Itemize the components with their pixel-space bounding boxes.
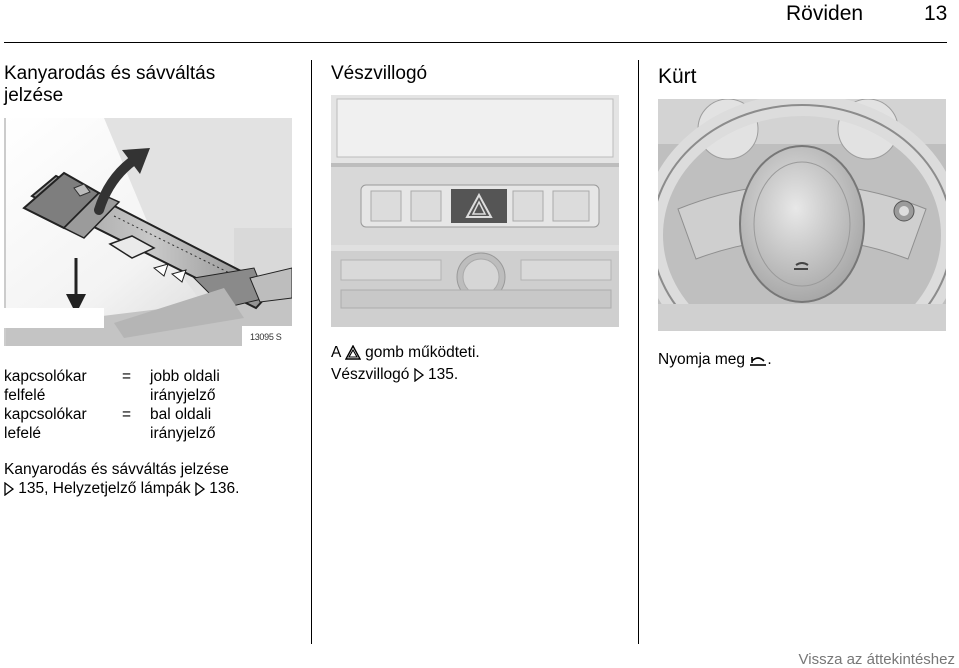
action-text: kapcsolókar bbox=[4, 406, 87, 423]
hazard-switch-illustration bbox=[331, 95, 619, 327]
turn-signal-lever-illustration bbox=[4, 118, 292, 346]
running-header-section: Röviden bbox=[786, 2, 864, 25]
page-reference-icon bbox=[414, 368, 424, 387]
horn-text bbox=[658, 350, 938, 372]
result-text: irányjelző bbox=[150, 387, 216, 404]
hazard-text2-a: Vészvillogó bbox=[331, 366, 414, 383]
result-cell bbox=[150, 405, 254, 443]
eq-sign: = bbox=[122, 406, 132, 423]
signal-row-down bbox=[4, 405, 254, 443]
result-cell bbox=[150, 367, 254, 405]
page-reference-icon bbox=[4, 482, 14, 501]
section-heading-horn: Kürt bbox=[658, 65, 697, 88]
action-text: kapcsolókar bbox=[4, 368, 87, 385]
section-heading-hazard: Vészvillogó bbox=[331, 63, 428, 84]
reference-text: 135, Helyzetjelző lámpák bbox=[14, 480, 195, 497]
eq-cell bbox=[122, 367, 150, 405]
result-text: jobb oldali bbox=[150, 368, 220, 385]
reference-text: 136. bbox=[204, 480, 240, 497]
steering-wheel-horn-illustration bbox=[658, 99, 946, 331]
horn-text-main: Nyomja meg bbox=[658, 351, 750, 368]
result-text: bal oldali bbox=[150, 406, 212, 423]
hazard-line-2 bbox=[331, 365, 631, 387]
hazard-text-b: gomb működteti. bbox=[360, 344, 480, 361]
reference-text: Kanyarodás és sávváltás jelzése bbox=[4, 461, 229, 478]
horn-icon bbox=[749, 353, 767, 372]
heading-line: jelzése bbox=[4, 85, 64, 106]
column-divider-right bbox=[638, 60, 639, 644]
section-heading-turn-signal bbox=[4, 63, 304, 107]
action-text: lefelé bbox=[4, 425, 42, 442]
reference-line bbox=[4, 479, 304, 501]
hazard-text bbox=[331, 343, 631, 387]
action-cell bbox=[4, 367, 122, 405]
hazard-warning-icon bbox=[345, 345, 361, 365]
back-to-overview-link[interactable]: Vissza az áttekintéshez bbox=[798, 651, 955, 668]
hazard-text2-b: 135. bbox=[423, 366, 459, 383]
figure-code: 13095 S bbox=[250, 332, 282, 342]
page-reference-icon bbox=[195, 482, 205, 501]
page-number: 13 bbox=[924, 2, 948, 25]
heading-line: Kanyarodás és sávváltás bbox=[4, 63, 216, 84]
signal-table bbox=[4, 367, 254, 443]
eq-sign: = bbox=[122, 368, 132, 385]
turn-signal-references bbox=[4, 460, 304, 501]
result-text: irányjelző bbox=[150, 425, 216, 442]
hazard-line-1 bbox=[331, 343, 631, 365]
hazard-text-a: A bbox=[331, 344, 345, 361]
eq-cell bbox=[122, 405, 150, 443]
signal-row-up bbox=[4, 367, 254, 405]
horn-text-end: . bbox=[767, 351, 772, 368]
header-rule bbox=[4, 42, 947, 43]
action-cell bbox=[4, 405, 122, 443]
column-divider-left bbox=[311, 60, 312, 644]
action-text: felfelé bbox=[4, 387, 46, 404]
